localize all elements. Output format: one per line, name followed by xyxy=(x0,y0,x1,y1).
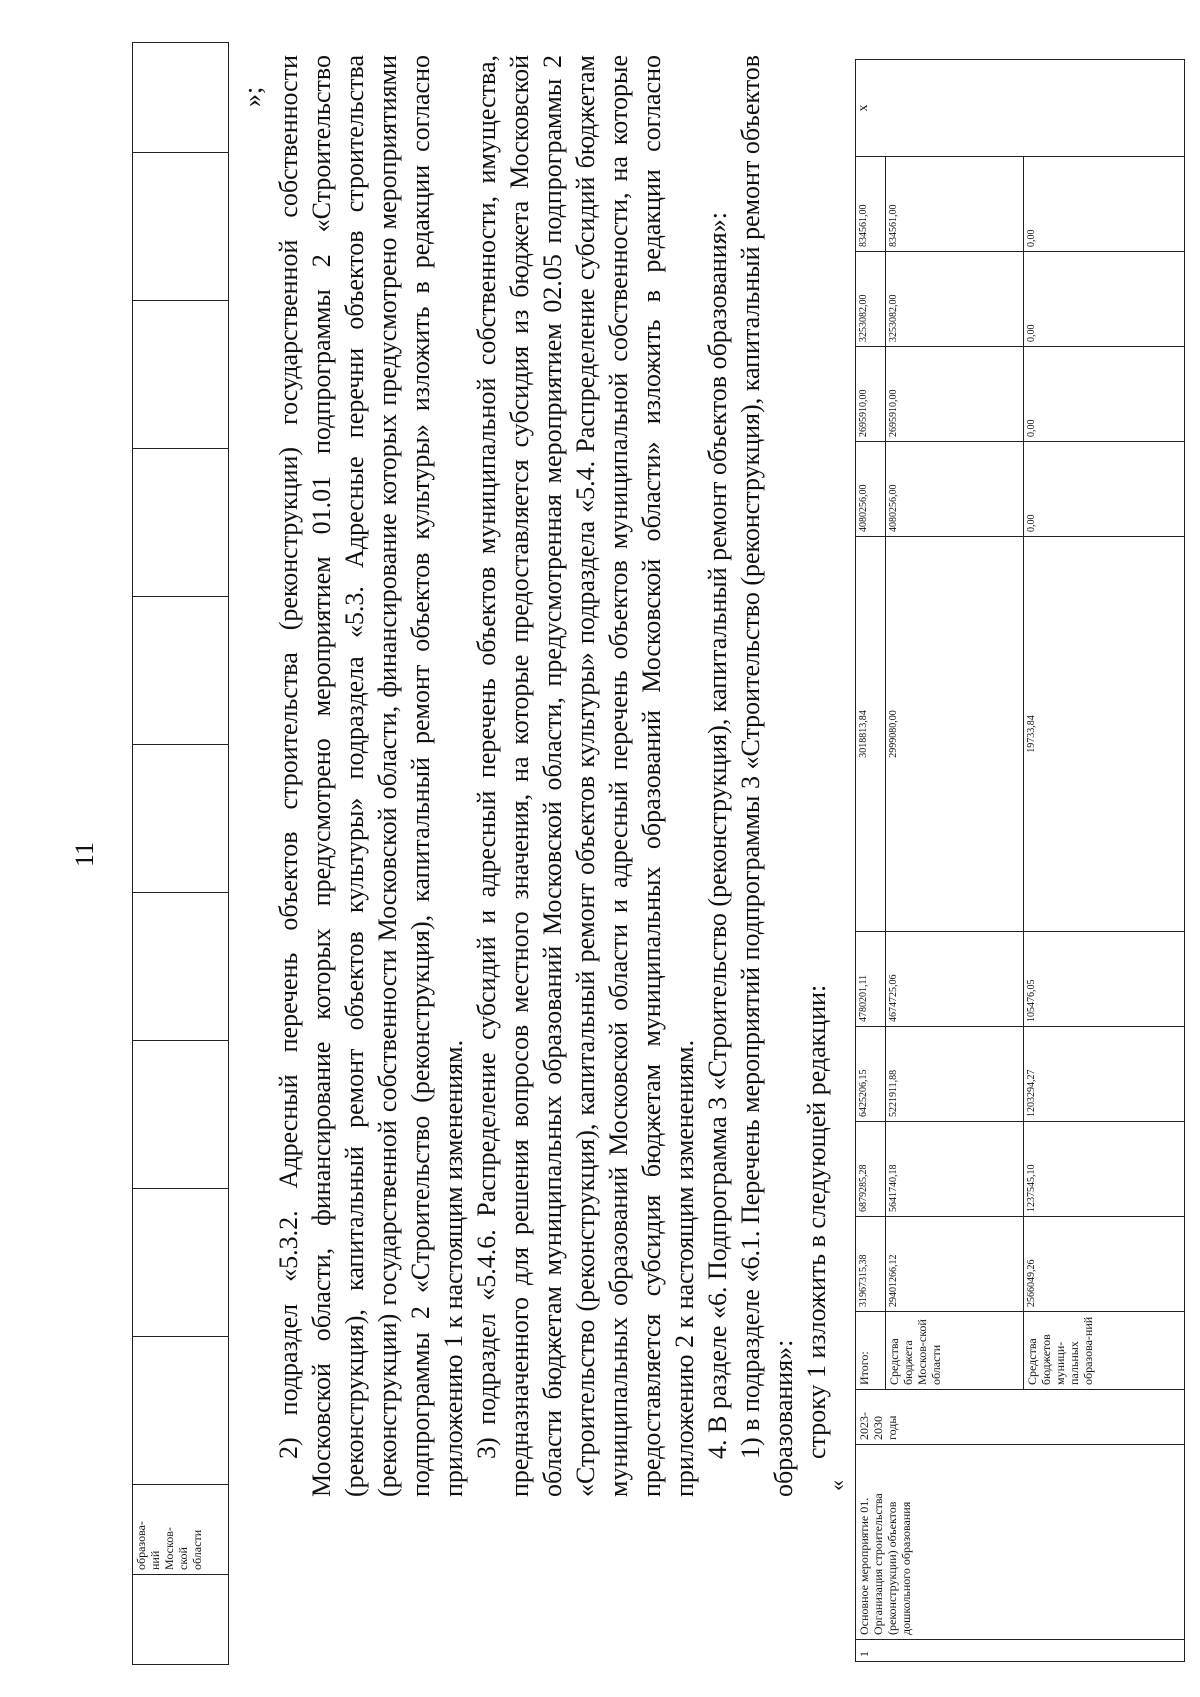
value-cell: 31967315,38 xyxy=(856,1217,886,1312)
value-cell: 4080256,00 xyxy=(886,442,1024,537)
value-cell: 19733,84 xyxy=(1024,537,1185,932)
closing-quote: »; xyxy=(238,86,267,107)
value-cell: 4780201,11 xyxy=(856,932,886,1027)
top-table-cell xyxy=(133,1575,229,1665)
value-cell: 3018813,84 xyxy=(856,537,886,932)
value-cell: 4080256,00 xyxy=(856,442,886,537)
top-table-cell xyxy=(133,153,229,301)
source-label: Средства бюджета Москов-ской области xyxy=(886,1312,1024,1390)
top-table-cell xyxy=(133,43,229,153)
top-table-cell: образова- ний Москов- ской области xyxy=(133,1485,229,1575)
measures-table xyxy=(855,59,1185,1662)
value-cell: 834561,00 xyxy=(886,157,1024,252)
value-cell: 1203294,27 xyxy=(1024,1027,1185,1122)
value-cell: 6879285,28 xyxy=(856,1122,886,1217)
paragraph: строку 1 изложить в следующей редакции: xyxy=(802,984,831,1459)
top-table-cell xyxy=(133,1189,229,1337)
open-quote: « xyxy=(824,1480,849,1491)
top-table-cell xyxy=(133,893,229,1041)
top-table-cell xyxy=(133,597,229,745)
value-cell: 5221911,88 xyxy=(886,1027,1024,1122)
period: 2023-2030 годы xyxy=(856,1390,1185,1445)
source-label: Итого: xyxy=(856,1312,886,1390)
value-cell: 4674725,06 xyxy=(886,932,1024,1027)
value-cell: 2695910,00 xyxy=(856,347,886,442)
value-cell: 2566049,26 xyxy=(1024,1217,1185,1312)
paragraph: 3) подраздел «5.4.6. Распределение субсидий и адресный перечень объектов муниципальной собственности, имущества, предназначенного для решения вопросов местного значения, на которые предоставляется субсидия из бюджета Московской области бюджетам муниципальных образований Московской области, предусмотренная мероприятием 02.05 подпрограммы 2 «Строительство (реконструкция), капитальный ремонт объектов культуры» подраздела «5.4. Распределение субсидий бюджетам муниципальных образований Московской области и адресный перечень объектов муниципальной собственности, на которые предоставляется субсидия бюджетам муниципальных образований Московской области» изложить в редакции согласно приложению 2 к настоящим изменениям. xyxy=(472,55,699,1497)
measure-name: Основное мероприятие 01. Организация строительства (реконструкции) объектов дошкольного образования xyxy=(856,1445,1185,1640)
row-number: 1 xyxy=(856,1640,1185,1662)
value-cell: 105476,05 xyxy=(1024,932,1185,1027)
value-cell: 834561,00 xyxy=(856,157,886,252)
paragraph: 4. В разделе «6. Подпрограмма 3 «Строительство (реконструкция), капитальный ремонт объектов образования»: xyxy=(703,212,732,1459)
value-cell: 1237545,10 xyxy=(1024,1122,1185,1217)
value-cell: 6425206,15 xyxy=(856,1027,886,1122)
value-cell: 2999080,00 xyxy=(886,537,1024,932)
top-table-cell xyxy=(133,301,229,449)
paragraph: 1) в подразделе «6.1. Перечень мероприятий подпрограммы 3 «Строительство (реконструкция), капитальный ремонт объектов образования»: xyxy=(736,55,798,1497)
top-table-cell xyxy=(133,745,229,893)
value-cell: 3253082,00 xyxy=(886,252,1024,347)
top-table-fragment xyxy=(132,42,229,1665)
page-number: 11 xyxy=(70,841,99,867)
value-cell: 2695910,00 xyxy=(886,347,1024,442)
mark-cell: х xyxy=(856,60,1185,157)
top-table-cell xyxy=(133,1041,229,1189)
value-cell: 0,00 xyxy=(1024,157,1185,252)
value-cell: 29401266,12 xyxy=(886,1217,1024,1312)
body-text xyxy=(272,55,833,1497)
value-cell: 5641740,18 xyxy=(886,1122,1024,1217)
value-cell: 0,00 xyxy=(1024,347,1185,442)
value-cell: 0,00 xyxy=(1024,252,1185,347)
top-table-cell xyxy=(133,449,229,597)
source-label: Средства бюджетов муници-пальных образова-ний xyxy=(1024,1312,1185,1390)
paragraph: 2) подраздел «5.3.2. Адресный перечень объектов строительства (реконструкции) государственной собственности Московской области, финансирование которых предусмотрено мероприятием 01.01 подпрограммы 2 «Строительство (реконструкция), капитальный ремонт объектов культуры» подраздела «5.3. Адресные перечни объектов строительства (реконструкции) государственной собственности Московской области, финансирование которых предусмотрено мероприятиями подпрограммы 2 «Строительство (реконструкция), капитальный ремонт объектов культуры» изложить в редакции согласно приложению 1 к настоящим изменениям. xyxy=(274,55,468,1497)
value-cell: 3253082,00 xyxy=(856,252,886,347)
top-table-cell xyxy=(133,1337,229,1485)
value-cell: 0,00 xyxy=(1024,442,1185,537)
